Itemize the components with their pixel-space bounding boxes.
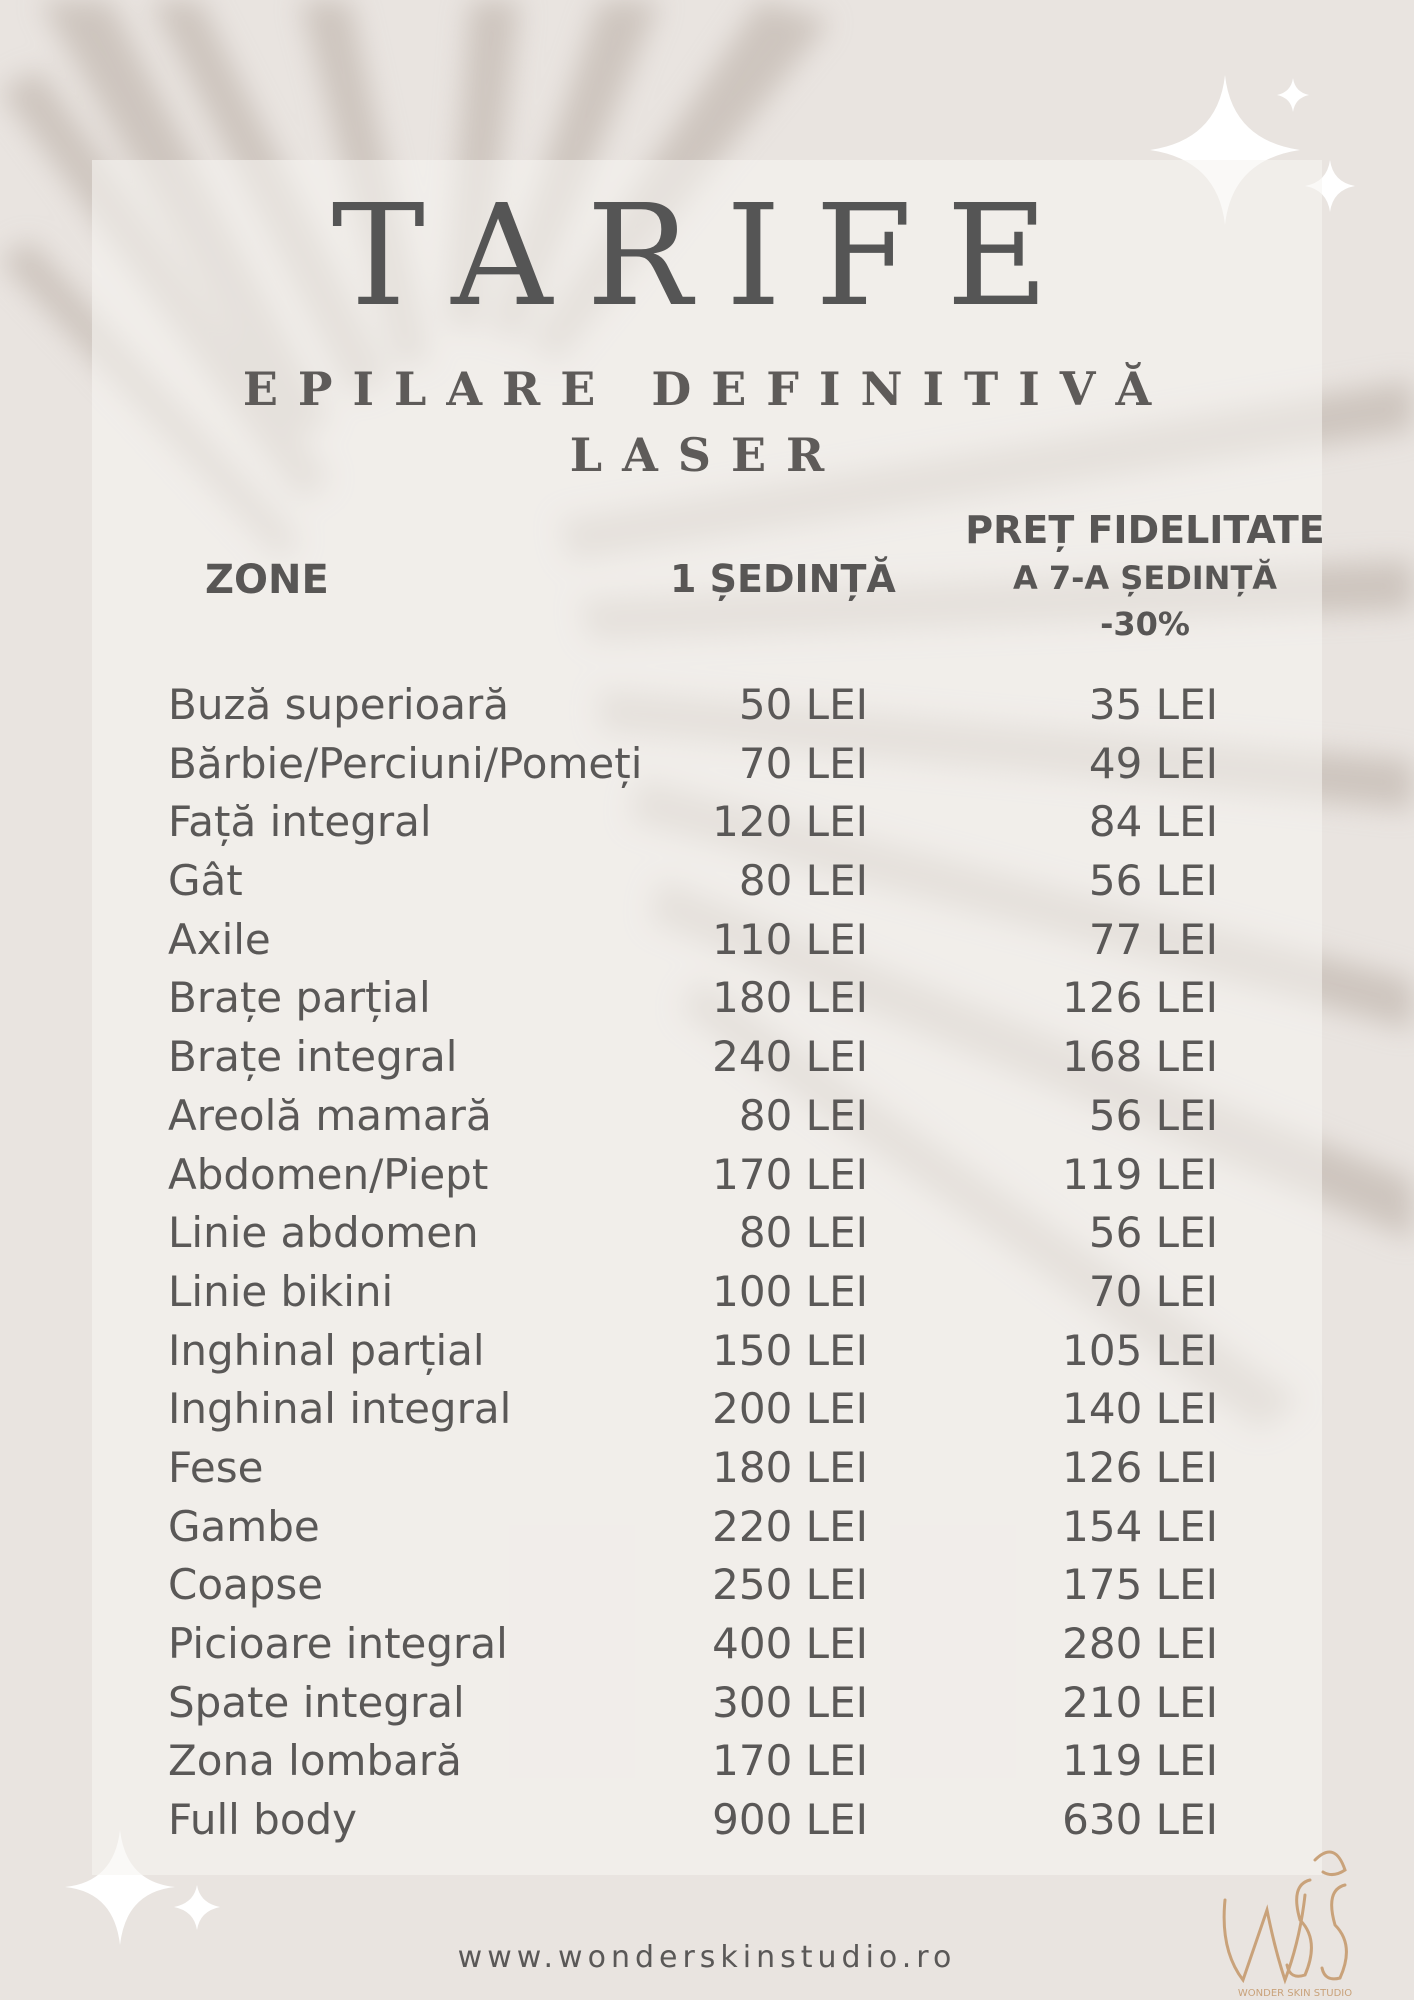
loyalty-price-cell: 119 LEI bbox=[1062, 1149, 1218, 1199]
loyalty-price-cell: 77 LEI bbox=[1088, 914, 1218, 964]
table-row bbox=[168, 1322, 1248, 1381]
zone-cell: Gambe bbox=[168, 1501, 320, 1551]
loyalty-price-cell: 49 LEI bbox=[1088, 738, 1218, 788]
price-cell: 250 LEI bbox=[712, 1560, 868, 1610]
zone-cell: Gât bbox=[168, 856, 243, 906]
price-cell: 220 LEI bbox=[712, 1501, 868, 1551]
loyalty-price-cell: 140 LEI bbox=[1062, 1384, 1218, 1434]
table-row bbox=[168, 1615, 1248, 1674]
zone-cell: Brațe parțial bbox=[168, 973, 431, 1023]
zone-cell: Inghinal parțial bbox=[168, 1325, 485, 1375]
column-header-loyalty bbox=[960, 505, 1330, 647]
zone-cell: Linie abdomen bbox=[168, 1208, 479, 1258]
loyalty-price-cell: 56 LEI bbox=[1088, 1208, 1218, 1258]
table-row bbox=[168, 1380, 1248, 1439]
price-cell: 180 LEI bbox=[712, 973, 868, 1023]
loyalty-header-line-1: PREȚ FIDELITATE bbox=[965, 508, 1325, 552]
price-cell: 100 LEI bbox=[712, 1266, 868, 1316]
table-row bbox=[168, 1146, 1248, 1205]
zone-cell: Coapse bbox=[168, 1560, 324, 1610]
price-cell: 900 LEI bbox=[712, 1795, 868, 1845]
table-row bbox=[168, 1498, 1248, 1557]
zone-cell: Picioare integral bbox=[168, 1619, 508, 1668]
table-row bbox=[168, 1263, 1248, 1322]
wss-logo bbox=[1205, 1840, 1385, 2000]
loyalty-price-cell: 154 LEI bbox=[1062, 1501, 1218, 1551]
table-row bbox=[168, 1556, 1248, 1615]
zone-cell: Full body bbox=[168, 1795, 358, 1845]
price-cell: 70 LEI bbox=[738, 738, 868, 788]
price-cell: 240 LEI bbox=[712, 1032, 868, 1082]
logo-text: WONDER SKIN STUDIO bbox=[1237, 1988, 1353, 1999]
table-row bbox=[168, 1204, 1248, 1263]
zone-cell: Inghinal integral bbox=[168, 1384, 512, 1434]
table-row bbox=[168, 1028, 1248, 1087]
column-header-one-session: 1 ȘEDINȚĂ bbox=[670, 557, 896, 601]
zone-cell: Linie bikini bbox=[168, 1266, 394, 1316]
zone-cell: Brațe integral bbox=[168, 1032, 458, 1082]
price-cell: 110 LEI bbox=[712, 914, 868, 964]
price-cell: 400 LEI bbox=[712, 1619, 868, 1668]
price-cell: 300 LEI bbox=[712, 1677, 868, 1727]
table-row bbox=[168, 1791, 1248, 1850]
loyalty-price-cell: 119 LEI bbox=[1062, 1736, 1218, 1786]
price-cell: 120 LEI bbox=[712, 797, 868, 847]
zone-cell: Față integral bbox=[168, 797, 432, 847]
subtitle-line-2: LASER bbox=[569, 428, 845, 482]
loyalty-header-line-3: -30% bbox=[1100, 605, 1190, 643]
price-cell: 200 LEI bbox=[712, 1384, 868, 1434]
zone-cell: Zona lombară bbox=[168, 1736, 462, 1786]
price-cell: 80 LEI bbox=[738, 856, 868, 906]
zone-cell: Abdomen/Piept bbox=[168, 1149, 489, 1199]
table-row bbox=[168, 852, 1248, 911]
table-row bbox=[168, 735, 1248, 794]
price-cell: 170 LEI bbox=[712, 1736, 868, 1786]
zone-cell: Bărbie/Perciuni/Pomeți bbox=[168, 738, 643, 788]
zone-cell: Fese bbox=[168, 1442, 264, 1492]
price-cell: 50 LEI bbox=[738, 680, 868, 729]
loyalty-header-line-2: A 7-A ȘEDINȚĂ bbox=[1012, 559, 1278, 597]
table-row bbox=[168, 969, 1248, 1028]
loyalty-price-cell: 84 LEI bbox=[1088, 797, 1218, 847]
price-cell: 180 LEI bbox=[712, 1442, 868, 1492]
loyalty-price-cell: 105 LEI bbox=[1062, 1325, 1218, 1375]
loyalty-price-cell: 280 LEI bbox=[1062, 1619, 1218, 1668]
zone-cell: Areolă mamară bbox=[168, 1090, 492, 1140]
price-table bbox=[168, 676, 1248, 1850]
zone-cell: Axile bbox=[168, 914, 271, 964]
table-row bbox=[168, 911, 1248, 970]
price-cell: 150 LEI bbox=[712, 1325, 868, 1375]
zone-cell: Buză superioară bbox=[168, 680, 509, 729]
loyalty-price-cell: 630 LEI bbox=[1062, 1795, 1218, 1845]
loyalty-price-cell: 168 LEI bbox=[1062, 1032, 1218, 1082]
page-title: TARIFE bbox=[331, 175, 1083, 338]
column-header-zone: ZONE bbox=[205, 557, 329, 603]
table-row bbox=[168, 1674, 1248, 1733]
price-cell: 170 LEI bbox=[712, 1149, 868, 1199]
subtitle-line-1: EPILARE DEFINITIVĂ bbox=[242, 362, 1172, 416]
table-row bbox=[168, 676, 1248, 735]
loyalty-price-cell: 56 LEI bbox=[1088, 1090, 1218, 1140]
zone-cell: Spate integral bbox=[168, 1677, 465, 1727]
loyalty-price-cell: 126 LEI bbox=[1062, 1442, 1218, 1492]
price-cell: 80 LEI bbox=[738, 1208, 868, 1258]
table-row bbox=[168, 1439, 1248, 1498]
loyalty-price-cell: 70 LEI bbox=[1088, 1266, 1218, 1316]
table-row bbox=[168, 1087, 1248, 1146]
table-row bbox=[168, 1732, 1248, 1791]
website-url[interactable]: www.wonderskinstudio.ro bbox=[457, 1940, 957, 1975]
loyalty-price-cell: 35 LEI bbox=[1088, 680, 1218, 729]
loyalty-price-cell: 175 LEI bbox=[1062, 1560, 1218, 1610]
price-cell: 80 LEI bbox=[738, 1090, 868, 1140]
table-row bbox=[168, 793, 1248, 852]
loyalty-price-cell: 210 LEI bbox=[1062, 1677, 1218, 1727]
loyalty-price-cell: 126 LEI bbox=[1062, 973, 1218, 1023]
loyalty-price-cell: 56 LEI bbox=[1088, 856, 1218, 906]
